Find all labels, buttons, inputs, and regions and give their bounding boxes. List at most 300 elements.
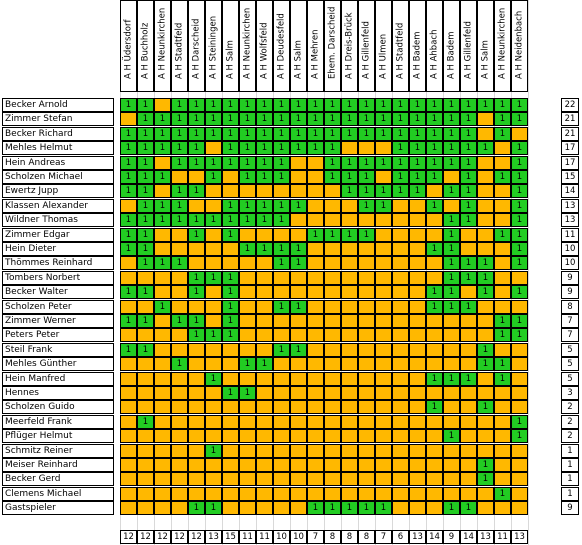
column-total: 10 bbox=[273, 530, 290, 544]
attendance-cell-present: 1 bbox=[511, 415, 528, 429]
attendance-cell-absent bbox=[358, 300, 375, 314]
attendance-cell-absent bbox=[477, 213, 494, 227]
attendance-cell-absent bbox=[460, 242, 477, 256]
attendance-cell-present: 1 bbox=[409, 112, 426, 126]
attendance-cell-absent bbox=[375, 444, 392, 458]
attendance-cell-absent bbox=[256, 184, 273, 198]
player-name: Becker Gerd bbox=[2, 472, 114, 486]
attendance-cell-present: 1 bbox=[154, 112, 171, 126]
attendance-cell-absent bbox=[409, 458, 426, 472]
attendance-cell-present: 1 bbox=[443, 98, 460, 112]
attendance-cell-absent bbox=[409, 199, 426, 213]
column-header-label: A H Steiningen bbox=[208, 15, 218, 79]
attendance-cell-absent bbox=[494, 199, 511, 213]
column-total: 13 bbox=[477, 530, 494, 544]
attendance-cell-present: 1 bbox=[222, 285, 239, 299]
attendance-cell-present: 1 bbox=[205, 98, 222, 112]
attendance-cell-present: 1 bbox=[426, 285, 443, 299]
attendance-cell-absent bbox=[409, 256, 426, 270]
attendance-cell-absent bbox=[154, 343, 171, 357]
attendance-cell-absent bbox=[188, 256, 205, 270]
attendance-cell-present: 1 bbox=[222, 156, 239, 170]
attendance-cell-absent bbox=[392, 343, 409, 357]
attendance-cell-absent bbox=[273, 328, 290, 342]
attendance-cell-present: 1 bbox=[477, 343, 494, 357]
attendance-cell-present: 1 bbox=[120, 98, 137, 112]
attendance-cell-present: 1 bbox=[409, 141, 426, 155]
attendance-cell-absent bbox=[205, 487, 222, 501]
attendance-cell-absent bbox=[222, 444, 239, 458]
attendance-cell-present: 1 bbox=[341, 228, 358, 242]
attendance-cell-absent bbox=[392, 444, 409, 458]
attendance-cell-absent bbox=[341, 328, 358, 342]
attendance-cell-present: 1 bbox=[120, 343, 137, 357]
attendance-cell-absent bbox=[273, 372, 290, 386]
attendance-cell-present: 1 bbox=[290, 256, 307, 270]
attendance-cell-absent bbox=[324, 213, 341, 227]
player-total: 22 bbox=[561, 98, 579, 112]
attendance-cell-present: 1 bbox=[137, 98, 154, 112]
attendance-cell-present: 1 bbox=[171, 199, 188, 213]
player-name: Hennes bbox=[2, 386, 114, 400]
attendance-cell-present: 1 bbox=[477, 141, 494, 155]
attendance-cell-absent bbox=[273, 285, 290, 299]
player-total: 14 bbox=[561, 184, 579, 198]
attendance-cell-present: 1 bbox=[392, 156, 409, 170]
attendance-cell-absent bbox=[222, 170, 239, 184]
attendance-cell-present: 1 bbox=[341, 184, 358, 198]
attendance-cell-present: 1 bbox=[443, 156, 460, 170]
attendance-cell-present: 1 bbox=[239, 199, 256, 213]
attendance-cell-present: 1 bbox=[137, 242, 154, 256]
attendance-cell-absent bbox=[154, 415, 171, 429]
attendance-cell-present: 1 bbox=[120, 213, 137, 227]
attendance-cell-absent bbox=[273, 415, 290, 429]
attendance-cell-absent bbox=[256, 444, 273, 458]
attendance-cell-absent bbox=[154, 386, 171, 400]
attendance-cell-absent bbox=[205, 343, 222, 357]
player-total: 21 bbox=[561, 127, 579, 141]
grid-line bbox=[239, 0, 240, 545]
attendance-cell-absent bbox=[375, 357, 392, 371]
attendance-cell-present: 1 bbox=[171, 213, 188, 227]
column-header bbox=[409, 0, 426, 92]
attendance-cell-present: 1 bbox=[205, 372, 222, 386]
attendance-cell-absent bbox=[477, 199, 494, 213]
attendance-cell-absent bbox=[205, 415, 222, 429]
attendance-cell-absent bbox=[188, 487, 205, 501]
attendance-cell-present: 1 bbox=[137, 141, 154, 155]
attendance-cell-absent bbox=[460, 472, 477, 486]
attendance-cell-present: 1 bbox=[324, 112, 341, 126]
attendance-cell-absent bbox=[256, 228, 273, 242]
attendance-cell-present: 1 bbox=[375, 112, 392, 126]
attendance-cell-present: 1 bbox=[426, 170, 443, 184]
attendance-cell-absent bbox=[341, 242, 358, 256]
attendance-cell-present: 1 bbox=[341, 501, 358, 515]
attendance-cell-present: 1 bbox=[392, 98, 409, 112]
attendance-cell-present: 1 bbox=[171, 141, 188, 155]
attendance-cell-absent bbox=[290, 487, 307, 501]
attendance-cell-absent bbox=[375, 472, 392, 486]
attendance-cell-present: 1 bbox=[222, 127, 239, 141]
attendance-cell-absent bbox=[358, 487, 375, 501]
attendance-cell-absent bbox=[409, 415, 426, 429]
attendance-cell-present: 1 bbox=[392, 127, 409, 141]
player-name: Becker Arnold bbox=[2, 98, 114, 112]
attendance-cell-absent bbox=[426, 228, 443, 242]
attendance-cell-present: 1 bbox=[511, 184, 528, 198]
attendance-cell-absent bbox=[154, 271, 171, 285]
attendance-cell-absent bbox=[120, 328, 137, 342]
attendance-cell-present: 1 bbox=[273, 199, 290, 213]
player-total: 11 bbox=[561, 228, 579, 242]
column-total: 13 bbox=[409, 530, 426, 544]
column-header-label: A H Deudesfeld bbox=[276, 13, 286, 79]
column-header-label: A H Badem bbox=[446, 31, 456, 79]
attendance-cell-present: 1 bbox=[171, 112, 188, 126]
attendance-cell-absent bbox=[324, 357, 341, 371]
attendance-cell-absent bbox=[205, 300, 222, 314]
attendance-cell-absent bbox=[494, 472, 511, 486]
attendance-cell-absent bbox=[256, 386, 273, 400]
column-header-label: A H Darscheid bbox=[191, 18, 201, 79]
attendance-cell-absent bbox=[341, 300, 358, 314]
column-header-label: A H Wolfsfeld bbox=[259, 22, 269, 79]
attendance-cell-present: 1 bbox=[120, 242, 137, 256]
attendance-cell-absent bbox=[375, 429, 392, 443]
player-total: 1 bbox=[561, 472, 579, 486]
attendance-cell-present: 1 bbox=[256, 357, 273, 371]
attendance-cell-absent bbox=[137, 501, 154, 515]
attendance-cell-absent bbox=[273, 429, 290, 443]
attendance-cell-present: 1 bbox=[494, 112, 511, 126]
attendance-cell-absent bbox=[307, 400, 324, 414]
attendance-cell-absent bbox=[375, 228, 392, 242]
attendance-cell-absent bbox=[511, 357, 528, 371]
grid-line bbox=[511, 0, 512, 545]
attendance-cell-present: 1 bbox=[222, 141, 239, 155]
attendance-cell-present: 1 bbox=[511, 228, 528, 242]
column-header-label: A H Badem bbox=[412, 31, 422, 79]
player-name: Ewertz Jupp bbox=[2, 184, 114, 198]
attendance-cell-absent bbox=[341, 199, 358, 213]
player-total: 15 bbox=[561, 170, 579, 184]
column-header bbox=[222, 0, 239, 92]
attendance-cell-present: 1 bbox=[188, 127, 205, 141]
attendance-cell-absent bbox=[324, 300, 341, 314]
attendance-cell-absent bbox=[239, 400, 256, 414]
attendance-cell-present: 1 bbox=[341, 127, 358, 141]
attendance-cell-absent bbox=[392, 386, 409, 400]
player-total: 7 bbox=[561, 314, 579, 328]
attendance-cell-absent bbox=[358, 415, 375, 429]
attendance-cell-absent bbox=[341, 372, 358, 386]
column-header-label: A H Üdersdorf bbox=[123, 19, 133, 79]
attendance-cell-absent bbox=[443, 472, 460, 486]
attendance-cell-present: 1 bbox=[392, 184, 409, 198]
attendance-cell-absent bbox=[426, 328, 443, 342]
attendance-cell-present: 1 bbox=[239, 357, 256, 371]
attendance-cell-absent bbox=[409, 429, 426, 443]
attendance-cell-absent bbox=[341, 386, 358, 400]
attendance-cell-absent bbox=[154, 444, 171, 458]
attendance-cell-absent bbox=[494, 300, 511, 314]
attendance-cell-absent bbox=[511, 343, 528, 357]
attendance-cell-present: 1 bbox=[511, 170, 528, 184]
attendance-cell-absent bbox=[205, 357, 222, 371]
attendance-cell-absent bbox=[477, 228, 494, 242]
attendance-cell-present: 1 bbox=[426, 141, 443, 155]
attendance-cell-present: 1 bbox=[188, 271, 205, 285]
attendance-cell-present: 1 bbox=[375, 501, 392, 515]
column-header bbox=[290, 0, 307, 92]
attendance-cell-absent bbox=[392, 487, 409, 501]
attendance-cell-present: 1 bbox=[324, 141, 341, 155]
attendance-cell-present: 1 bbox=[358, 199, 375, 213]
attendance-cell-present: 1 bbox=[222, 271, 239, 285]
attendance-cell-present: 1 bbox=[154, 300, 171, 314]
attendance-cell-present: 1 bbox=[409, 156, 426, 170]
attendance-cell-absent bbox=[324, 285, 341, 299]
column-header bbox=[375, 0, 392, 92]
attendance-cell-absent bbox=[443, 386, 460, 400]
attendance-cell-present: 1 bbox=[494, 357, 511, 371]
column-header bbox=[137, 0, 154, 92]
attendance-cell-present: 1 bbox=[443, 429, 460, 443]
attendance-cell-absent bbox=[256, 458, 273, 472]
attendance-cell-present: 1 bbox=[205, 444, 222, 458]
player-total: 13 bbox=[561, 199, 579, 213]
attendance-cell-present: 1 bbox=[256, 170, 273, 184]
grid-line bbox=[171, 0, 172, 545]
attendance-cell-absent bbox=[273, 501, 290, 515]
attendance-cell-absent bbox=[375, 400, 392, 414]
attendance-cell-present: 1 bbox=[341, 98, 358, 112]
attendance-cell-present: 1 bbox=[341, 156, 358, 170]
attendance-cell-present: 1 bbox=[392, 141, 409, 155]
attendance-cell-absent bbox=[154, 472, 171, 486]
attendance-cell-present: 1 bbox=[120, 170, 137, 184]
attendance-cell-absent bbox=[477, 314, 494, 328]
attendance-cell-absent bbox=[341, 400, 358, 414]
attendance-cell-present: 1 bbox=[239, 112, 256, 126]
attendance-cell-absent bbox=[392, 415, 409, 429]
attendance-cell-absent bbox=[341, 415, 358, 429]
attendance-cell-present: 1 bbox=[188, 285, 205, 299]
attendance-cell-present: 1 bbox=[290, 141, 307, 155]
attendance-cell-absent bbox=[256, 300, 273, 314]
attendance-cell-absent bbox=[375, 343, 392, 357]
attendance-cell-absent bbox=[273, 271, 290, 285]
attendance-cell-absent bbox=[137, 372, 154, 386]
attendance-cell-present: 1 bbox=[290, 343, 307, 357]
attendance-cell-absent bbox=[443, 328, 460, 342]
attendance-cell-absent bbox=[154, 328, 171, 342]
attendance-cell-present: 1 bbox=[137, 170, 154, 184]
attendance-cell-present: 1 bbox=[222, 112, 239, 126]
attendance-cell-absent bbox=[273, 487, 290, 501]
attendance-cell-present: 1 bbox=[511, 242, 528, 256]
attendance-cell-absent bbox=[324, 372, 341, 386]
attendance-cell-absent bbox=[341, 271, 358, 285]
attendance-cell-absent bbox=[443, 458, 460, 472]
attendance-cell-present: 1 bbox=[256, 141, 273, 155]
attendance-cell-absent bbox=[307, 444, 324, 458]
attendance-cell-absent bbox=[307, 314, 324, 328]
attendance-cell-absent bbox=[511, 472, 528, 486]
attendance-cell-present: 1 bbox=[273, 242, 290, 256]
attendance-cell-absent bbox=[307, 386, 324, 400]
player-name: Becker Walter bbox=[2, 285, 114, 299]
attendance-cell-absent bbox=[392, 328, 409, 342]
attendance-cell-absent bbox=[154, 400, 171, 414]
column-header bbox=[392, 0, 409, 92]
attendance-cell-absent bbox=[222, 487, 239, 501]
grid-line bbox=[392, 0, 393, 545]
attendance-cell-absent bbox=[460, 343, 477, 357]
attendance-cell-absent bbox=[392, 213, 409, 227]
attendance-cell-absent bbox=[511, 300, 528, 314]
attendance-cell-present: 1 bbox=[256, 199, 273, 213]
attendance-cell-absent bbox=[324, 242, 341, 256]
column-total: 13 bbox=[511, 530, 528, 544]
attendance-cell-absent bbox=[307, 170, 324, 184]
attendance-cell-absent bbox=[239, 328, 256, 342]
attendance-cell-absent bbox=[188, 372, 205, 386]
attendance-cell-absent bbox=[307, 156, 324, 170]
player-total: 10 bbox=[561, 256, 579, 270]
attendance-cell-present: 1 bbox=[426, 400, 443, 414]
player-name: Becker Richard bbox=[2, 127, 114, 141]
attendance-cell-present: 1 bbox=[120, 127, 137, 141]
player-name: Meiser Reinhard bbox=[2, 458, 114, 472]
attendance-cell-absent bbox=[205, 285, 222, 299]
attendance-cell-absent bbox=[290, 170, 307, 184]
attendance-cell-present: 1 bbox=[460, 156, 477, 170]
attendance-cell-absent bbox=[290, 400, 307, 414]
column-header-label: A H Salm bbox=[293, 40, 303, 79]
attendance-cell-absent bbox=[137, 472, 154, 486]
attendance-cell-present: 1 bbox=[460, 170, 477, 184]
attendance-cell-absent bbox=[392, 199, 409, 213]
attendance-cell-present: 1 bbox=[358, 127, 375, 141]
attendance-cell-absent bbox=[307, 487, 324, 501]
column-total: 7 bbox=[375, 530, 392, 544]
attendance-cell-present: 1 bbox=[137, 184, 154, 198]
attendance-cell-absent bbox=[358, 472, 375, 486]
attendance-cell-present: 1 bbox=[358, 156, 375, 170]
grid-line bbox=[358, 0, 359, 545]
player-total: 3 bbox=[561, 386, 579, 400]
attendance-cell-absent bbox=[392, 285, 409, 299]
attendance-cell-present: 1 bbox=[137, 285, 154, 299]
attendance-cell-present: 1 bbox=[222, 228, 239, 242]
attendance-cell-absent bbox=[392, 372, 409, 386]
player-total: 2 bbox=[561, 429, 579, 443]
attendance-cell-present: 1 bbox=[324, 98, 341, 112]
attendance-cell-absent bbox=[290, 213, 307, 227]
attendance-cell-absent bbox=[409, 300, 426, 314]
attendance-cell-present: 1 bbox=[460, 256, 477, 270]
player-name: Mehles Helmut bbox=[2, 141, 114, 155]
attendance-cell-absent bbox=[239, 472, 256, 486]
column-header bbox=[426, 0, 443, 92]
attendance-cell-present: 1 bbox=[222, 213, 239, 227]
player-name: Thömmes Reinhard bbox=[2, 256, 114, 270]
attendance-cell-present: 1 bbox=[392, 112, 409, 126]
attendance-cell-present: 1 bbox=[273, 98, 290, 112]
column-header bbox=[256, 0, 273, 92]
grid-line bbox=[273, 0, 274, 545]
attendance-cell-present: 1 bbox=[137, 127, 154, 141]
attendance-cell-present: 1 bbox=[307, 98, 324, 112]
player-name: Pflüger Helmut bbox=[2, 429, 114, 443]
attendance-cell-absent bbox=[222, 372, 239, 386]
attendance-cell-present: 1 bbox=[511, 328, 528, 342]
attendance-cell-absent bbox=[290, 415, 307, 429]
attendance-cell-absent bbox=[120, 501, 137, 515]
grid-line bbox=[443, 0, 444, 545]
grid-line bbox=[494, 0, 495, 545]
column-header bbox=[171, 0, 188, 92]
attendance-cell-present: 1 bbox=[188, 314, 205, 328]
attendance-cell-present: 1 bbox=[426, 242, 443, 256]
attendance-cell-absent bbox=[307, 472, 324, 486]
attendance-cell-absent bbox=[443, 487, 460, 501]
attendance-cell-absent bbox=[460, 228, 477, 242]
attendance-cell-present: 1 bbox=[137, 199, 154, 213]
attendance-cell-absent bbox=[392, 400, 409, 414]
attendance-cell-present: 1 bbox=[341, 170, 358, 184]
attendance-cell-absent bbox=[477, 300, 494, 314]
attendance-cell-absent bbox=[188, 400, 205, 414]
attendance-cell-absent bbox=[375, 170, 392, 184]
attendance-cell-absent bbox=[154, 98, 171, 112]
attendance-cell-present: 1 bbox=[273, 112, 290, 126]
attendance-cell-present: 1 bbox=[375, 127, 392, 141]
attendance-cell-absent bbox=[188, 242, 205, 256]
attendance-cell-present: 1 bbox=[120, 141, 137, 155]
player-total: 1 bbox=[561, 487, 579, 501]
attendance-cell-present: 1 bbox=[137, 343, 154, 357]
grid-line bbox=[375, 0, 376, 545]
player-name: Klassen Alexander bbox=[2, 199, 114, 213]
attendance-cell-absent bbox=[239, 343, 256, 357]
attendance-cell-absent bbox=[460, 328, 477, 342]
attendance-cell-absent bbox=[120, 357, 137, 371]
attendance-cell-absent bbox=[256, 328, 273, 342]
attendance-cell-absent bbox=[358, 141, 375, 155]
attendance-cell-present: 1 bbox=[477, 472, 494, 486]
player-total: 17 bbox=[561, 156, 579, 170]
attendance-cell-absent bbox=[375, 386, 392, 400]
attendance-cell-present: 1 bbox=[222, 300, 239, 314]
attendance-cell-absent bbox=[239, 444, 256, 458]
attendance-cell-present: 1 bbox=[171, 357, 188, 371]
attendance-cell-absent bbox=[273, 400, 290, 414]
attendance-cell-present: 1 bbox=[290, 127, 307, 141]
attendance-cell-absent bbox=[324, 487, 341, 501]
grid-line bbox=[256, 0, 257, 545]
attendance-cell-absent bbox=[188, 357, 205, 371]
attendance-cell-absent bbox=[443, 314, 460, 328]
attendance-cell-absent bbox=[477, 429, 494, 443]
attendance-cell-absent bbox=[460, 444, 477, 458]
attendance-cell-absent bbox=[341, 213, 358, 227]
attendance-cell-present: 1 bbox=[460, 141, 477, 155]
attendance-cell-absent bbox=[256, 501, 273, 515]
